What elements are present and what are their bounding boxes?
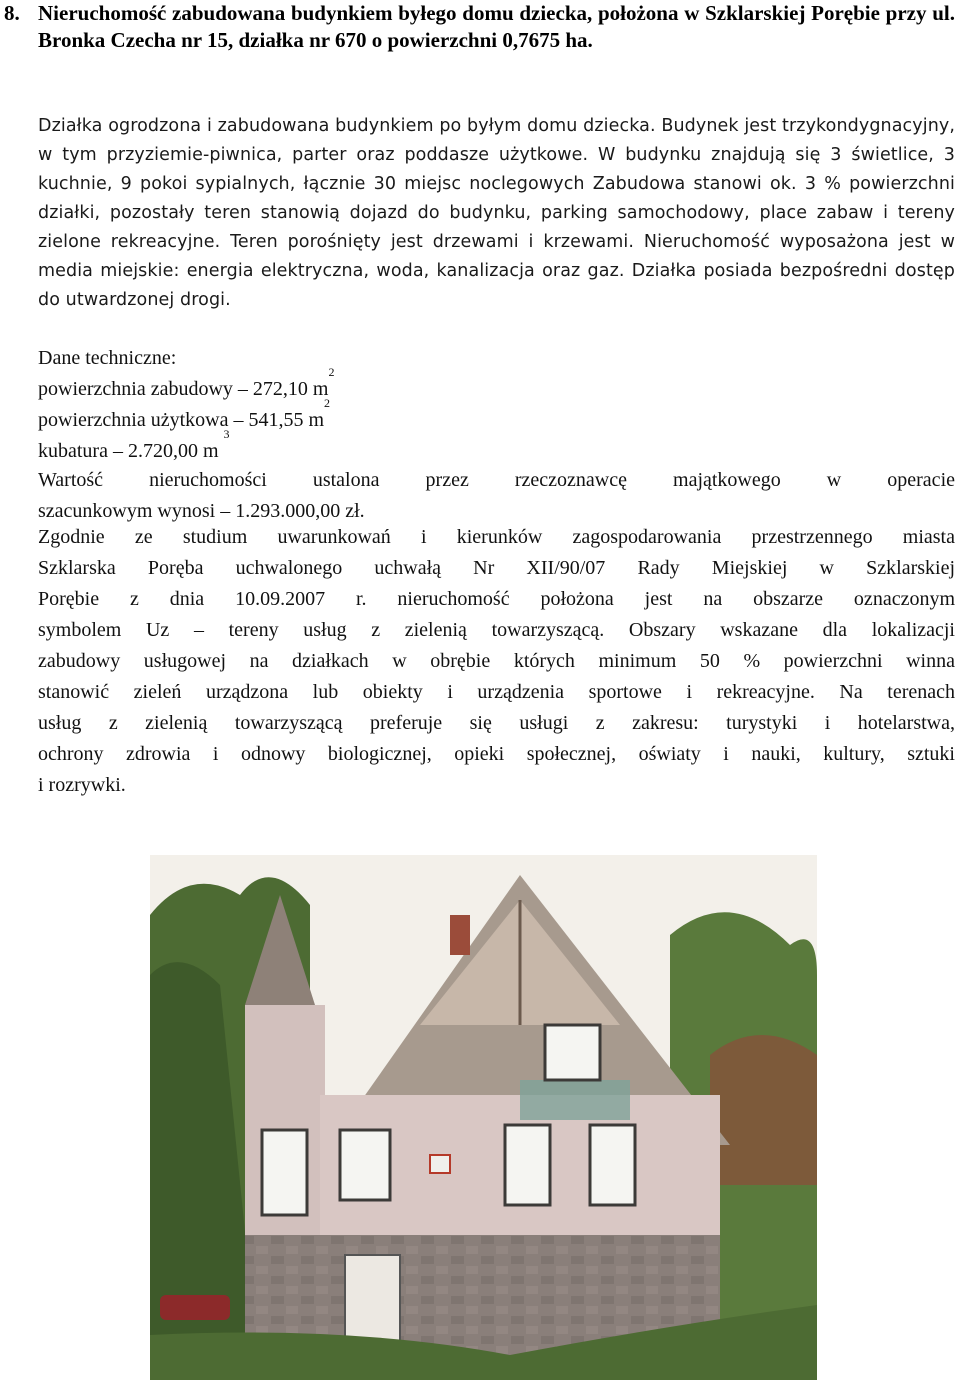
balcony [520,1080,630,1120]
technical-label: Dane techniczne: [38,347,177,369]
study-line: ochrony zdrowia i odnowy biologicznej, opieki społecznej, oświaty i nauki, kultury, sztuki [38,743,955,765]
study-line: zabudowy usługowej na działkach w obrębie których minimum 50 % powierzchni winna [38,650,955,672]
volume-row [38,427,955,467]
study-line: Porębie z dnia 10.09.2007 r. nieruchomość położona jest na obszarze oznaczonym [38,588,955,610]
window-1 [340,1130,390,1200]
window-2 [505,1125,550,1205]
study-line: stanowić zieleń urządzona lub obiekty i urządzenia sportowe i rekreacyjne. Na terenach [38,681,955,703]
upper-window [545,1025,600,1080]
valuation-line-2: szacunkowym wynosi – 1.293.000,00 zł. [38,500,365,522]
section-number: 8. [4,1,20,25]
chimney [450,915,470,955]
usable-area-row [38,396,955,436]
valuation-block [38,465,955,527]
entrance-door [345,1255,400,1345]
street-sign [430,1155,450,1173]
study-line: Zgodnie ze studium uwarunkowań i kierunków zagospodarowania przestrzennego miasta [38,526,955,548]
volume-text: kubatura – 2.720,00 m [38,440,224,462]
study-line: Szklarska Poręba uchwalonego uchwałą Nr XII/90/07 Rady Miejskiej w Szklarskiej [38,557,955,579]
built-area-row [38,365,955,405]
study-line: i rozrywki. [38,774,126,796]
building-photo [150,855,817,1380]
section-title: Nieruchomość zabudowana budynkiem byłego domu dziecka, położona w Szklarskiej Porębie przy ul. Bronka Czecha nr 15, działka nr 670 o powierzchni 0,7675 ha. [38,1,955,52]
tower-window [262,1130,307,1215]
technical-data [38,343,955,467]
description-paragraph: Działka ogrodzona i zabudowana budynkiem po byłym domu dziecka. Budynek jest trzykondygnacyjny, w tym przyziemie-piwnica, parter oraz poddasze użytkowe. W budynku znajdują się 3 świetlice, 3 kuchnie, 9 pokoi sypialnych, łącznie 30 miejsc noclegowych Zabudowa stanowi ok. 3 % powierzchni działki, pozostały teren stanowią dojazd do budynku, parking samochodowy, place zabaw i tereny zielone rekreacyjne. Teren porośnięty jest drzewami i krzewami. Nieruchomość wyposażona jest w media miejskie: energia elektryczna, woda, kanalizacja oraz gaz. Działka posiada bezpośredni dostęp do utwardzonej drogi. [38,116,955,310]
red-roof-house [710,1035,817,1185]
zoning-study-paragraph [38,522,955,801]
built-area-sup: 2 [328,365,335,379]
built-area-text: powierzchnia zabudowy – 272,10 m [38,378,329,400]
study-line: usług z zielenią towarzyszącą preferuje się usługi z zakresu: turystyki i hotelarstwa, [38,712,955,734]
window-3 [590,1125,635,1205]
valuation-line-1: Wartość nieruchomości ustalona przez rzeczoznawcę majątkowego w operacie [38,469,955,491]
usable-area-text: powierzchnia użytkowa – 541,55 m [38,409,325,431]
building-illustration [150,855,817,1380]
volume-sup: 3 [223,427,230,441]
usable-area-sup: 2 [324,396,331,410]
property-description [38,112,955,315]
parked-car [160,1295,230,1320]
study-line: symbolem Uz – tereny usług z zielenią towarzyszącą. Obszary wskazane dla lokalizacji [38,619,955,641]
